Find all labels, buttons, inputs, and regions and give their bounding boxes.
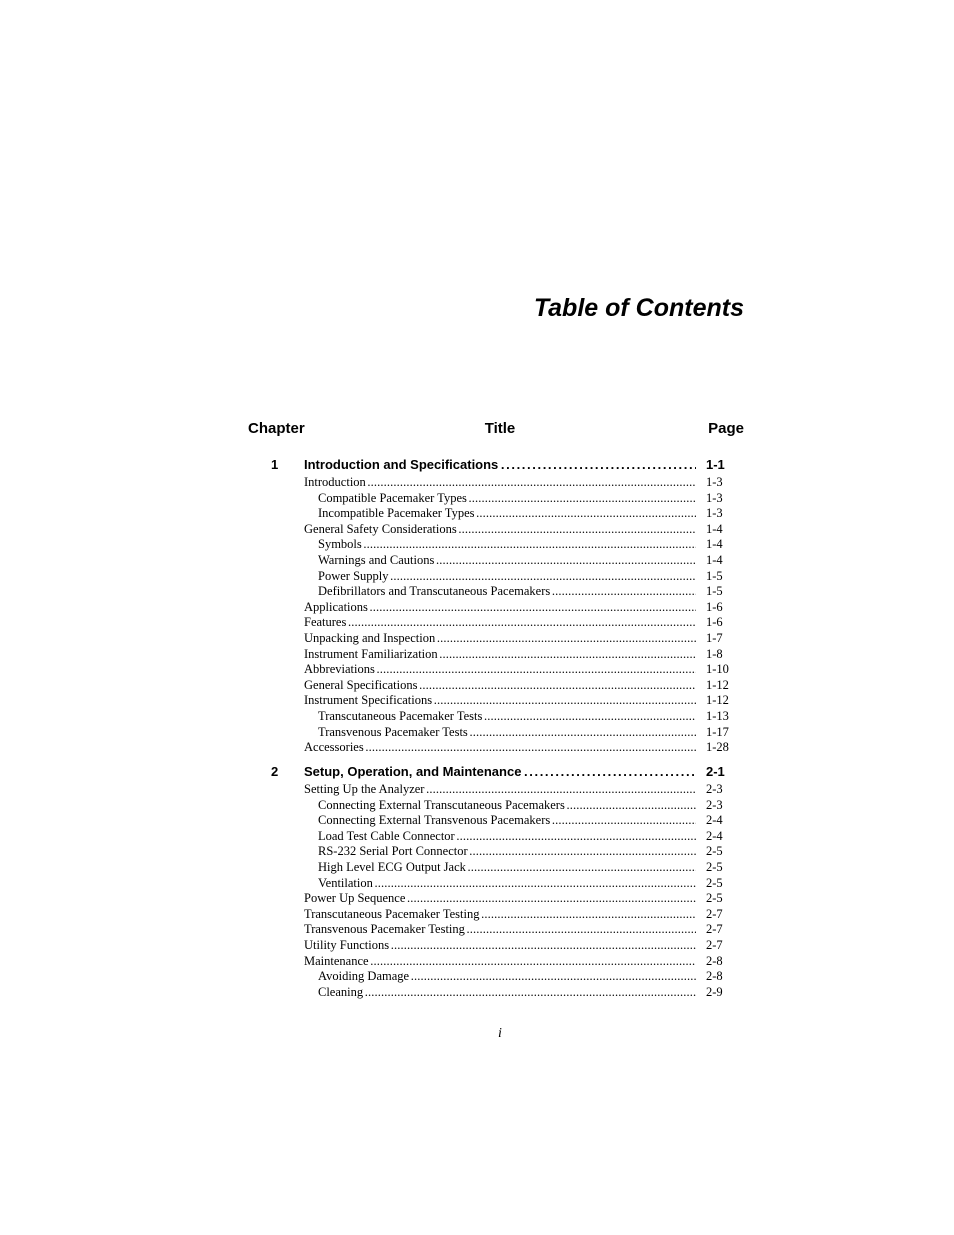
toc-entry-title: Accessories . . . <box>304 740 696 755</box>
toc-entry[interactable] <box>248 798 748 814</box>
toc-entry-title: Applications . . . <box>304 600 696 615</box>
toc-entry-page-number: 1-12 <box>706 677 729 692</box>
footer-page-number: i <box>498 1026 502 1041</box>
toc-entry-page-number: 2-4 <box>706 828 723 843</box>
toc-entry[interactable] <box>248 813 748 829</box>
toc-entry-page-number: 2-5 <box>706 875 723 890</box>
toc-entry-title: Instrument Specifications . . . <box>304 693 696 708</box>
toc-entry-page-number: 1-12 <box>706 693 729 708</box>
toc-entry-title: Features . . . <box>304 615 696 630</box>
toc-entry-page-number: 1-3 <box>706 475 723 489</box>
toc-entry-page-number: 2-3 <box>706 782 723 796</box>
toc-entry-title: Maintenance . . . <box>304 954 696 969</box>
toc-entry-title: RS-232 Serial Port Connector . . . <box>318 844 696 859</box>
chapter-row[interactable] <box>248 457 748 475</box>
toc-entry-title: Transvenous Pacemaker Testing . . . <box>304 922 696 937</box>
toc-entry-title: Defibrillators and Transcutaneous Pacemakers . . . <box>318 584 696 599</box>
toc-entry[interactable] <box>248 891 748 907</box>
chapter-page-number: 1-1 <box>706 457 725 472</box>
toc-entry[interactable] <box>248 954 748 970</box>
toc-entry[interactable] <box>248 647 748 663</box>
toc-entry-title: General Specifications . . . <box>304 678 696 693</box>
toc-entry[interactable] <box>248 782 748 798</box>
toc-entry-page-number: 1-4 <box>706 553 723 567</box>
toc-entry[interactable] <box>248 522 748 538</box>
toc-entry-page-number: 1-28 <box>706 740 729 755</box>
chapter-title: Introduction and Specifications . . . <box>304 457 696 472</box>
column-header-title: Title <box>484 420 516 437</box>
toc-entry-page-number: 2-9 <box>706 984 723 999</box>
toc-entry-title: Warnings and Cautions . . . <box>318 553 696 568</box>
toc-entry[interactable] <box>248 725 748 741</box>
toc-entry[interactable] <box>248 662 748 678</box>
toc-entry[interactable] <box>248 876 748 892</box>
toc-entry[interactable] <box>248 922 748 938</box>
toc-entry-title: Power Supply . . . <box>318 569 696 584</box>
toc-entry-page-number: 1-10 <box>706 662 729 677</box>
toc-entry-page-number: 2-7 <box>706 906 723 921</box>
toc-entry[interactable] <box>248 985 748 1001</box>
toc-entry-page-number: 1-4 <box>706 521 723 536</box>
toc-entry-page-number: 1-13 <box>706 709 729 723</box>
toc-entry-title: Power Up Sequence . . . <box>304 891 696 906</box>
toc-entry[interactable] <box>248 938 748 954</box>
toc-entry-page-number: 2-5 <box>706 844 723 859</box>
toc-entry-page-number: 1-6 <box>706 615 723 630</box>
toc-entry-page-number: 2-8 <box>706 969 723 984</box>
toc-entry-page-number: 2-5 <box>706 891 723 906</box>
toc-entry-page-number: 1-5 <box>706 584 723 599</box>
toc-entry-title: Avoiding Damage . . . <box>318 969 696 984</box>
toc-entry[interactable] <box>248 631 748 647</box>
toc-entry-page-number: 1-3 <box>706 506 723 521</box>
toc-entry-title: Incompatible Pacemaker Types . . . <box>318 506 696 521</box>
toc-entry-title: Cleaning . . . <box>318 985 696 1000</box>
toc-entry[interactable] <box>248 600 748 616</box>
toc-entry[interactable] <box>248 506 748 522</box>
toc-entry-page-number: 2-7 <box>706 938 723 952</box>
chapter-number: 1 <box>271 457 279 472</box>
toc-entry-title: High Level ECG Output Jack . . . <box>318 860 696 875</box>
toc-entry[interactable] <box>248 969 748 985</box>
chapter-title: Setup, Operation, and Maintenance . . . <box>304 764 696 779</box>
toc-entry-page-number: 2-5 <box>706 860 723 874</box>
toc-entry-page-number: 2-3 <box>706 797 723 812</box>
toc-entry[interactable] <box>248 907 748 923</box>
toc-entry[interactable] <box>248 693 748 709</box>
toc-entry-page-number: 2-7 <box>706 922 723 937</box>
toc-entry[interactable] <box>248 584 748 600</box>
toc-entry[interactable] <box>248 860 748 876</box>
toc-entry-title: Introduction . . . <box>304 475 696 490</box>
chapter-row[interactable] <box>248 764 748 782</box>
toc-entry[interactable] <box>248 553 748 569</box>
toc-entry[interactable] <box>248 615 748 631</box>
toc-entry[interactable] <box>248 491 748 507</box>
toc-entry-title: Instrument Familiarization . . . <box>304 647 696 662</box>
toc-entry-title: Symbols . . . <box>318 537 696 552</box>
toc-entry-title: Compatible Pacemaker Types . . . <box>318 491 696 506</box>
toc-entry-title: Transcutaneous Pacemaker Tests . . . <box>318 709 696 724</box>
toc-entry[interactable] <box>248 844 748 860</box>
toc-entry-title: Ventilation . . . <box>318 876 696 891</box>
toc-entry-page-number: 1-5 <box>706 568 723 583</box>
toc-entry-page-number: 1-6 <box>706 599 723 614</box>
toc-entry-title: Connecting External Transcutaneous Pacemakers . . . <box>318 798 696 813</box>
toc-entry-page-number: 1-4 <box>706 537 723 552</box>
toc-entry[interactable] <box>248 569 748 585</box>
toc-entry[interactable] <box>248 537 748 553</box>
toc-entry[interactable] <box>248 475 748 491</box>
toc-entry-title: Transcutaneous Pacemaker Testing . . . <box>304 907 696 922</box>
toc-entry[interactable] <box>248 829 748 845</box>
toc-entry-page-number: 1-3 <box>706 490 723 505</box>
toc-entry-title: Transvenous Pacemaker Tests . . . <box>318 725 696 740</box>
toc-entry-title: Connecting External Transvenous Pacemakers . . . <box>318 813 696 828</box>
toc-entry-title: Unpacking and Inspection . . . <box>304 631 696 646</box>
toc-entry-title: Abbreviations . . . <box>304 662 696 677</box>
toc-entry[interactable] <box>248 709 748 725</box>
page-title: Table of Contents <box>533 294 744 322</box>
toc-entry[interactable] <box>248 740 748 756</box>
toc-entry-page-number: 2-4 <box>706 813 723 828</box>
toc-entry-title: General Safety Considerations . . . <box>304 522 696 537</box>
toc-entry[interactable] <box>248 678 748 694</box>
toc-entry-page-number: 1-17 <box>706 724 729 739</box>
toc-entry-title: Load Test Cable Connector . . . <box>318 829 696 844</box>
toc-entry-page-number: 2-8 <box>706 953 723 968</box>
chapter-page-number: 2-1 <box>706 764 725 779</box>
column-header-chapter: Chapter <box>248 420 305 437</box>
toc-entry-page-number: 1-8 <box>706 646 723 661</box>
toc-entry-title: Utility Functions . . . <box>304 938 696 953</box>
toc-entry-title: Setting Up the Analyzer . . . <box>304 782 696 797</box>
column-header-page: Page <box>708 420 744 437</box>
chapter-number: 2 <box>271 764 279 779</box>
toc-entry-page-number: 1-7 <box>706 631 723 645</box>
